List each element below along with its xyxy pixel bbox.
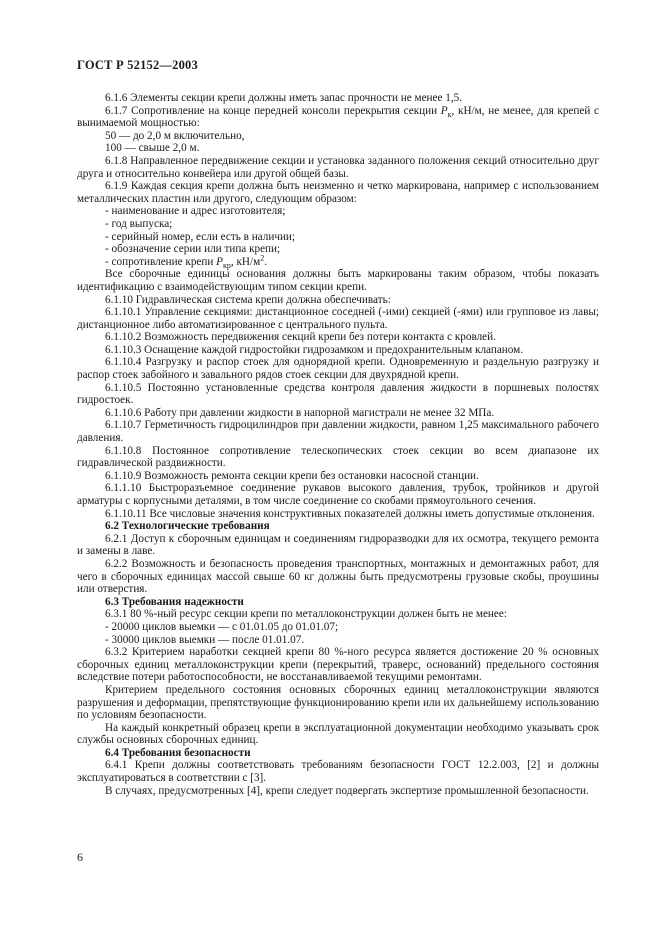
clause-6-1-10-10: 6.1.1.10 Быстроразъемное соединение рукавов высокого давления, трубок, тройников и другой арматуры с корпусными деталями, в том числе соединение со скобами прямоугольного сечения. [77, 482, 599, 507]
period: . [264, 255, 267, 268]
clause-6-1-10-4: 6.1.10.4 Разгрузку и распор стоек для однорядной крепи. Одновременную и раздельную разгрузку и распор стоек забойного и завального рядов стоек секции для двухрядной крепи. [77, 356, 599, 382]
clause-6-4-1: 6.4.1 Крепи должны соответствовать требованиям безопасности ГОСТ 12.2.003, [2] и должны эксплуатироваться в соответствии с [3]. [77, 759, 599, 785]
symbol-sub-kr: кр [223, 260, 231, 270]
clause-6-1-6: 6.1.6 Элементы секции крепи должны иметь запас прочности не менее 1,5. [105, 92, 463, 104]
clause-6-3-1: 6.3.1 80 %-ный ресурс секции крепи по металлоконструкции должен быть не менее: [105, 608, 507, 621]
document-body [77, 92, 599, 797]
page-header: ГОСТ Р 52152—2003 [77, 58, 198, 72]
list-item: - год выпуска; [105, 217, 173, 230]
section-heading-6-3: 6.3 Требования надежности [105, 595, 244, 608]
list-item: - 20000 циклов выемки — с 01.01.05 до 01.01.07; [105, 620, 339, 633]
list-item: 50 — до 2,0 м включительно, [105, 129, 245, 142]
clause-6-2-2: 6.2.2 Возможность и безопасность проведения транспортных, монтажных и демонтажных работ, для чего в сборочных единицах массой свыше 60 кг должны быть предусмотрены грузовые скобы, проушины или отверстия. [77, 557, 599, 596]
list-item-text: - сопротивление крепи [105, 255, 217, 268]
section-heading-6-4: 6.4 Требования безопасности [105, 746, 251, 759]
list-item: - обозначение серии или типа крепи; [105, 243, 281, 256]
paragraph: В случаях, предусмотренных [4], крепи следует подвергать экспертизе промышленной безопасности. [105, 784, 589, 797]
symbol-sub-k: к [447, 109, 452, 119]
page-number: 6 [77, 850, 83, 864]
unit-text: , кН/м [230, 255, 261, 268]
clause-6-1-7-text-b: , кН/м, не менее, для крепей с вынимаемой мощностью: [77, 104, 599, 130]
section-heading-6-2: 6.2 Технологические требования [105, 520, 270, 533]
list-item: 100 — свыше 2,0 м. [105, 142, 200, 155]
clause-6-1-10-8: 6.1.10.8 Постоянное сопротивление телескопических стоек секции во всем диапазоне их гидравлической раздвижности. [77, 444, 599, 470]
paragraph: На каждый конкретный образец крепи в эксплуатационной документации необходимо указывать срок службы основных сборочных единиц. [77, 721, 599, 747]
clause-6-1-9: 6.1.9 Каждая секция крепи должна быть неизменно и четко маркирована, например с использованием металлических пластин или другого, следующим образом: [77, 180, 599, 205]
clause-6-2-1: 6.2.1 Доступ к сборочным единицам и соединениям гидроразводки для их осмотра, текущего ремонта и замены в лаве. [77, 532, 599, 558]
clause-6-1-10-9: 6.1.10.9 Возможность ремонта секции крепи без остановки насосной станции. [105, 469, 479, 482]
clause-6-1-10-5: 6.1.10.5 Постоянно установленные средства контроля давления жидкости в поршневых полостях гидростоек. [77, 381, 599, 407]
unit-superscript: 2 [260, 252, 265, 262]
list-item: - серийный номер, если есть в наличии; [105, 230, 296, 243]
list-item: - наименование и адрес изготовителя; [105, 205, 286, 218]
clause-6-1-8: 6.1.8 Направленное передвижение секции и установка заданного положения секций относительно друг друга и относительно конвейера или другой общей базы. [77, 154, 599, 180]
clause-6-1-7 [77, 105, 599, 130]
clause-6-1-10-11: 6.1.10.11 Все числовые значения конструктивных показателей должны иметь допустимые отклонения. [105, 507, 595, 520]
clause-6-1-10-1: 6.1.10.1 Управление секциями: дистанционное соседней (-ими) секцией (-ями) или групповое из лавы; дистанционное либо автоматизированное с центрального пульта. [77, 306, 599, 331]
clause-6-1-10-2: 6.1.10.2 Возможность передвижения секций крепи без потери контакта с кровлей. [105, 331, 496, 344]
list-item [77, 252, 599, 270]
symbol-p: P [440, 104, 448, 117]
symbol-p: P [216, 255, 224, 268]
clause-6-1-10-7: 6.1.10.7 Герметичность гидроцилиндров при давлении жидкости, равном 1,25 максимального рабочего давления. [77, 419, 599, 445]
list-item: - 30000 циклов выемки — после 01.01.07. [105, 633, 305, 646]
clause-6-1-10-3: 6.1.10.3 Оснащение каждой гидростойки гидрозамком и предохранительным клапаном. [105, 343, 524, 356]
clause-6-1-10-6: 6.1.10.6 Работу при давлении жидкости в напорной магистрали не менее 32 МПа. [105, 406, 495, 419]
clause-6-1-10: 6.1.10 Гидравлическая система крепи должна обеспечивать: [105, 293, 391, 306]
paragraph: Все сборочные единицы основания должны быть маркированы таким образом, чтобы показать идентификацию с взаимодействующим типом секции крепи. [77, 268, 599, 293]
clause-6-1-7-text-a: 6.1.7 Сопротивление на конце передней консоли перекрытия секции [105, 104, 441, 117]
clause-6-3-2: 6.3.2 Критерием наработки секцией крепи 80 %-ного ресурса является достижение 20 % основных сборочных единиц металлоконструкции крепи (перекрытий, траверс, оснований) предельного состояния вследствие потери работоспособности, не восстанавливаемой текущими ремонтами. [77, 646, 599, 684]
paragraph: Критерием предельного состояния основных сборочных единиц металлоконструкции являются разрушения и деформации, препятствующие функционированию крепи или их дальнейшему использованию по условиям безопасности. [77, 683, 599, 722]
